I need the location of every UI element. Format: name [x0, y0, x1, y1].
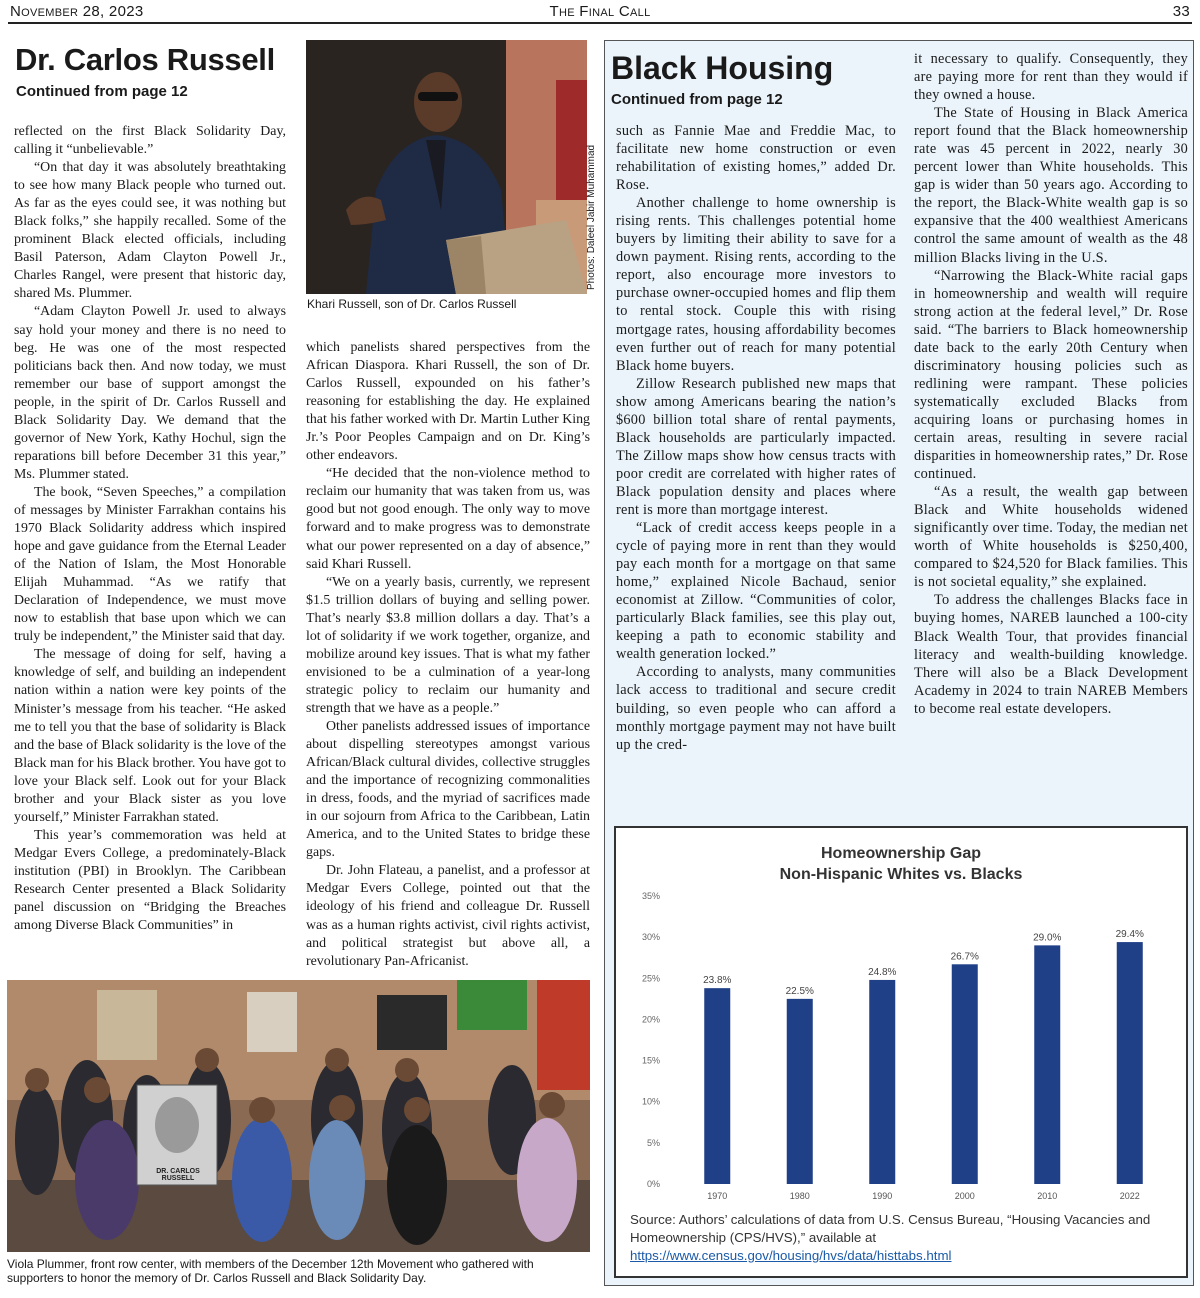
bar-value-label: 29.4% [1115, 929, 1144, 941]
speaker-illustration [306, 40, 587, 294]
portrait-label: DR. CARLOS RUSSELL [156, 1168, 200, 1182]
x-tick-label: 2010 [1037, 1191, 1058, 1201]
photo2-caption: Viola Plummer, front row center, with members of the December 12th Movement who gathered with supporters to honor the memory of Dr. Carlos Russell and Black Solidarity Day. [7, 1257, 534, 1285]
left-article-column-2 [306, 339, 590, 971]
paragraph: reflected on the first Black Solidarity Day, calling it “unbelievable.” [14, 124, 286, 158]
paragraph: Another challenge to home ownership is rising rents. This challenges potential home buyers by limiting their ability to save for a down payment. Rising rents, according to the report, also encourage more investors to purchase owner-occupied homes and flip them to rental stock. Couple this with rising mortgage rates, housing affordability becomes even further out of reach for many potential Black home buyers. [616, 195, 896, 374]
photo-credit: Photos: Daleel Jabir Muhammad [586, 144, 597, 290]
bar-2000 [952, 964, 978, 1184]
paragraph: “As a result, the wealth gap between Black and White households widened significantly over time. Today, the median net worth of White households is $250,400, compared to $24,520 for Black families. This is not societal equality,” she explained. [914, 484, 1188, 591]
homeownership-gap-chart [614, 826, 1188, 1278]
y-tick-label: 30% [641, 932, 660, 943]
x-tick-label: 1980 [789, 1191, 810, 1201]
photo-group-december-12th-movement [7, 980, 590, 1252]
bar-1980 [787, 999, 813, 1184]
paragraph: “On that day it was absolutely breathtaking to see how many Black people who turned out. As far as the eyes could see, it was nothing but Black folks,” she happily recalled. Some of the prominent Black elected officials, including Basil Paterson, Adam Clayton Powell Jr., Charles Rangel, were present that historic day, shared Ms. Plummer. [14, 160, 286, 302]
x-tick-label: 1970 [707, 1191, 728, 1201]
paragraph: it necessary to qualify. Consequently, they are paying more for rent than they would if they owned a house. [914, 51, 1188, 104]
bar-value-label: 22.5% [785, 985, 814, 997]
paragraph: Other panelists addressed issues of importance about dispelling stereotypes amongst various African/Black cultural divides, collective struggles and the importance of recognizing commonalities in dress, foods, and the myriad of sacrifices made in our sojourn from Africa to the Caribbean, Latin America, and to the United States to bridge these gaps. [306, 718, 590, 861]
bar-value-label: 29.0% [1033, 932, 1062, 944]
paragraph: Zillow Research published new maps that show among Americans bearing the nation’s $600 billion total share of rental payments, Black households are particularly impacted. The Zillow maps show how census tracts with poor credit are correlated with higher rates of Black population density and places where rent is more than mortgage interest. [616, 375, 896, 518]
paragraph: such as Fannie Mae and Freddie Mac, to facilitate new home construction or even rehabilitation of existing homes,” added Dr. Rose. [616, 123, 896, 194]
bar-2010 [1034, 945, 1060, 1184]
paragraph: To address the challenges Blacks face in buying homes, NAREB launched a 100-city Black Wealth Tour, that provides financial literacy and wealth-building knowledge. There will also be a Black Development Academy in 2024 to train NAREB Members to become real estate developers. [914, 592, 1188, 717]
paragraph: “Adam Clayton Powell Jr. used to always say hold your money and there is no need to beg. He was one of the most respected politicians back then. And now today, we must remember our base of support amongst the people, in the spirit of Dr. Carlos Russell and Black Solidarity Day. We demand that the governor of New York, Kathy Hochul, sign the reparations bill before December 31 this year,” Ms. Plummer stated. [14, 304, 286, 482]
chart-plot [616, 828, 1186, 1208]
left-article-column-1 [14, 123, 286, 935]
y-tick-label: 25% [641, 973, 660, 984]
right-article-continued: Continued from page 12 [611, 91, 783, 108]
paragraph: “He decided that the non-violence method to reclaim our humanity that was taken from us, was good but not good enough. The only way to move forward and to make progress was to demonstrate what our power represented on a day of absence,” said Khari Russell. [306, 466, 590, 572]
paragraph: “Lack of credit access keeps people in a cycle of paying more in rent than they would pay each month for a mortgage on that same home,” explained Nicole Bachaud, senior economist at Zillow. “Communities of color, particularly Black families, see this play out, keeping a path to economic stability and wealth generation locked.” [616, 520, 896, 663]
photo1-caption: Khari Russell, son of Dr. Carlos Russell [307, 297, 517, 311]
bar-2022 [1117, 942, 1143, 1184]
page-number: 33 [1172, 3, 1190, 20]
y-tick-label: 15% [641, 1055, 660, 1066]
y-tick-label: 35% [641, 891, 660, 901]
left-article-continued: Continued from page 12 [16, 83, 188, 100]
y-tick-label: 20% [641, 1014, 660, 1025]
y-tick-label: 0% [646, 1179, 660, 1189]
paragraph: This year’s commemoration was held at Medgar Evers College, a predominately-Black institution (PBI) in Brooklyn. The Caribbean Research Center presented a Black Solidarity panel discussion on “Bridging the Breaches among Diverse Black Communities” in [14, 827, 286, 934]
group-photo-illustration [7, 980, 590, 1252]
left-article-title: Dr. Carlos Russell [15, 42, 275, 77]
census-link[interactable]: https://www.census.gov/housing/hvs/data/histtabs.html [630, 1248, 952, 1263]
chart-title: Homeownership Gap [820, 845, 982, 862]
photo-khari-russell [306, 40, 587, 294]
paragraph: Dr. John Flateau, a panelist, and a professor at Medgar Evers College, pointed out that the ideology of his friend and colleague Dr. Russell was as a human rights activist, civil rights activist, and political strategist but above all, a revolutionary Pan-Africanist. [306, 863, 590, 969]
chart-subtitle: Non-Hispanic Whites vs. Blacks [779, 866, 1023, 883]
page-header [8, 2, 1192, 24]
paragraph: According to analysts, many communities lack access to traditional and secure credit building, so even people who can afford a monthly mortgage payment may not have built up the cred- [616, 664, 896, 753]
bar-1970 [704, 988, 730, 1184]
bar-value-label: 24.8% [868, 966, 897, 978]
x-tick-label: 1990 [872, 1191, 893, 1201]
bar-1990 [869, 980, 895, 1184]
paragraph: “Narrowing the Black-White racial gaps in homeownership and wealth will require strong action at the federal level,” Dr. Rose said. “The barriers to Black homeownership date back to the early 20th Century when discriminatory housing policies such as redlining were rampant. These policies systematically excluded Blacks from acquiring loans or purchasing homes in certain areas, resulting in severe racial disparities in homeownership rates,” Dr. Rose continued. [914, 267, 1188, 483]
x-tick-label: 2000 [954, 1191, 975, 1201]
paragraph: “We on a yearly basis, currently, we represent $1.5 trillion dollars of buying and selling power. That’s nearly $3.8 million dollars a day. That’s a lot of solidarity if we work together, organize, and mobilize around key issues. That is what my father envisioned to be a culmination of a year-long strategic policy to reclaim our humanity and strength that we have as a people.” [306, 574, 590, 716]
chart-source-text: Source: Authors’ calculations of data from U.S. Census Bureau, “Housing Vacancies and Homeownership (CPS/HVS),” available at [630, 1212, 1151, 1245]
chart-source [630, 1211, 1170, 1265]
paragraph: The book, “Seven Speeches,” a compilation of messages by Minister Farrakhan contains his 1970 Black Solidarity address which inspired hope and gave guidance from the Eternal Leader of the Nation of Islam, the Most Honorable Elijah Muhammad. “As we ratify that Declaration of Independence, we must move now to establish that base upon which we can truly be independent,” the Minister said that day. [14, 484, 286, 645]
bar-value-label: 26.7% [950, 951, 979, 963]
right-article-title: Black Housing [611, 50, 834, 86]
y-tick-label: 10% [641, 1096, 660, 1107]
issue-date: November 28, 2023 [10, 3, 144, 20]
x-tick-label: 2022 [1119, 1191, 1140, 1201]
paragraph: which panelists shared perspectives from the African Diaspora. Khari Russell, the son of Dr. Carlos Russell, expounded on his father’s reasoning for establishing the day. He explained that his father worked with Dr. Martin Luther King Jr.’s Poor Peoples Campaign and on Dr. King’s other endeavors. [306, 340, 590, 464]
right-article-column-2 [914, 50, 1188, 718]
y-tick-label: 5% [646, 1137, 660, 1148]
paragraph: The message of doing for self, having a knowledge of self, and building an independent nation within a nation were key points of the Minister’s message from his teacher. “He asked me to tell you that the base of solidarity is Black and the base of Black solidarity is the love of the Black man for his Black brother. You have got to love your Black self. Look out for your Black brother and your Black sister as you love yourself,” Minister Farrakhan stated. [14, 647, 286, 825]
paper-name: The Final Call [549, 3, 651, 20]
paragraph: The State of Housing in Black America report found that the Black homeownership rate was 45 percent in 2022, nearly 30 percent lower than White households. This gap is wider than 50 years ago. According to the report, the Black-White wealth gap is so expansive that the 400 wealthiest Americans control the same amount of wealth as the 48 million Blacks living in the U.S. [914, 105, 1188, 266]
right-article-column-1 [616, 122, 896, 754]
bar-value-label: 23.8% [703, 975, 732, 987]
